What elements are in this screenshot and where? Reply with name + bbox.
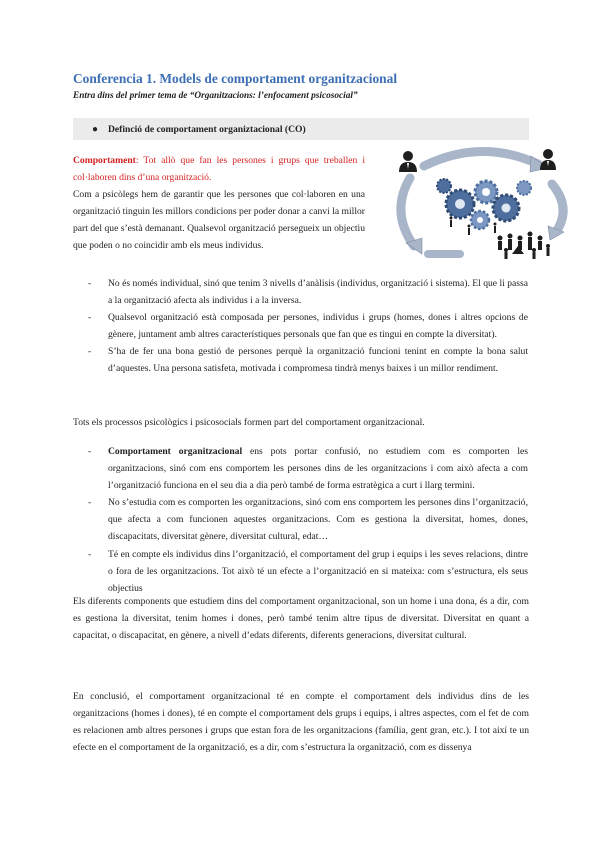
section-heading-bar xyxy=(73,118,529,140)
paragraph-conclusion: En conclusió, el comportament organitzacional té en compte el comportament dels individus dins de les organitzacions (homes i dones), té en compte el comportament dels grups i equips, i altres aspectes, com el fet de com es relacionen amb altres persones i grups que estan fora de les organitzacions (família, gent gran, etc.). I tot així te un efecte en el comportament de la organització, es a dir, com s’estructura la organització, com es dissenya xyxy=(73,691,529,754)
analysis-levels-list xyxy=(88,275,528,378)
people-group-icon xyxy=(498,232,551,260)
section-heading: Definció de comportament organiztacional (CO) xyxy=(108,123,306,135)
cycle-arrow-right xyxy=(552,184,563,232)
bullet-icon: ● xyxy=(92,123,99,135)
individual-person-icon xyxy=(399,151,417,172)
list-item: - Qualsevol organització està composada per persones, individus i grups (homes, dones i altres opcions de gènere, juntament amb altres característiques personals que fan que es tingui en compte la diversitat). xyxy=(88,312,528,341)
organizational-cycle-figure xyxy=(388,142,574,264)
cycle-arrow-left xyxy=(401,178,414,246)
intro-paragraph xyxy=(73,152,365,255)
cycle-arrow-top xyxy=(424,151,538,166)
bold-term: Comportament organitzacional xyxy=(108,446,243,457)
individual-woman-icon xyxy=(540,149,556,170)
list-item: - Té en compte els individus dins l’organització, el comportament del grup i equips i les seves relacions, dintre o fora de les organitzacions. Tot això té un efecte a l’organització en si mateixa: com s’estructura, els seus objectius xyxy=(88,548,528,594)
paragraph-processes: Tots els processos psicològics i psicosocials formen part del comportament organitzacional. xyxy=(73,417,425,428)
organizational-behavior-list xyxy=(88,443,528,597)
paragraph-components: Els diferents components que estudiem dins del comportament organitzacional, son un home i una dona, és a dir, com es gestiona la diversitat, tenim homes i dones, però també tenim altre tipus de diversitat. Diversitat en quant a capacitat, o discapacitat, en gènere, a nivell d’edats diferents, diferents generacions, diversitat cultural. xyxy=(73,596,529,642)
definition-sentence xyxy=(73,155,365,183)
intro-body: Com a psicòlegs hem de garantir que les persones que col·laboren en una organització tinguin les millors condicions per poder donar a canvi la millor part del que s’està demanant. Qualsevol organització persegueix un objectiu que poden o no coincidir amb els meus individus. xyxy=(73,189,365,252)
list-item: - No és només individual, sinó que tenim 3 nivells d’anàlisis (individus, organització i sistema). El que li passa a la organització afecta als individus i a la inversa. xyxy=(88,278,528,307)
list-item: - S’ha de fer una bona gestió de persones perquè la organització funcioni tenint en compte la bona salut d’aquestes. Una persona satisfeta, motivada i compromesa tindrà menys baixes i un millor rendiment. xyxy=(88,346,528,375)
gears-icon xyxy=(437,179,531,235)
document-subtitle: Entra dins del primer tema de “Organitzacions: l’enfocament psicosocial” xyxy=(73,91,358,101)
list-item: - Comportament organitzacional ens pots portar confusió, no estudiem com es comporten les organitzacions, sinó com ens comportem les persones dins de les organitzacions i com això afecta a com l’organització funciona en el seu dia a dia però també de forma estratègica a curt i llarg termini. xyxy=(88,446,528,492)
definition-text: : Tot allò que fan les persones i grups que treballen i col·laboren dins d’una organització. xyxy=(73,155,365,184)
definition-term: Comportament xyxy=(73,155,136,166)
document-title: Conferencia 1. Models de comportament organitzacional xyxy=(73,71,398,86)
list-item: - No s’estudia com es comporten les organitzacions, sinó com ens comportem les persones dins l’organització, que afecta a com funcionen aquestes organitzacions. Com es gestiona la diversitat, homes, dones, discapacitats, diversitat gènere, diversitat cultural, edat… xyxy=(88,497,528,543)
